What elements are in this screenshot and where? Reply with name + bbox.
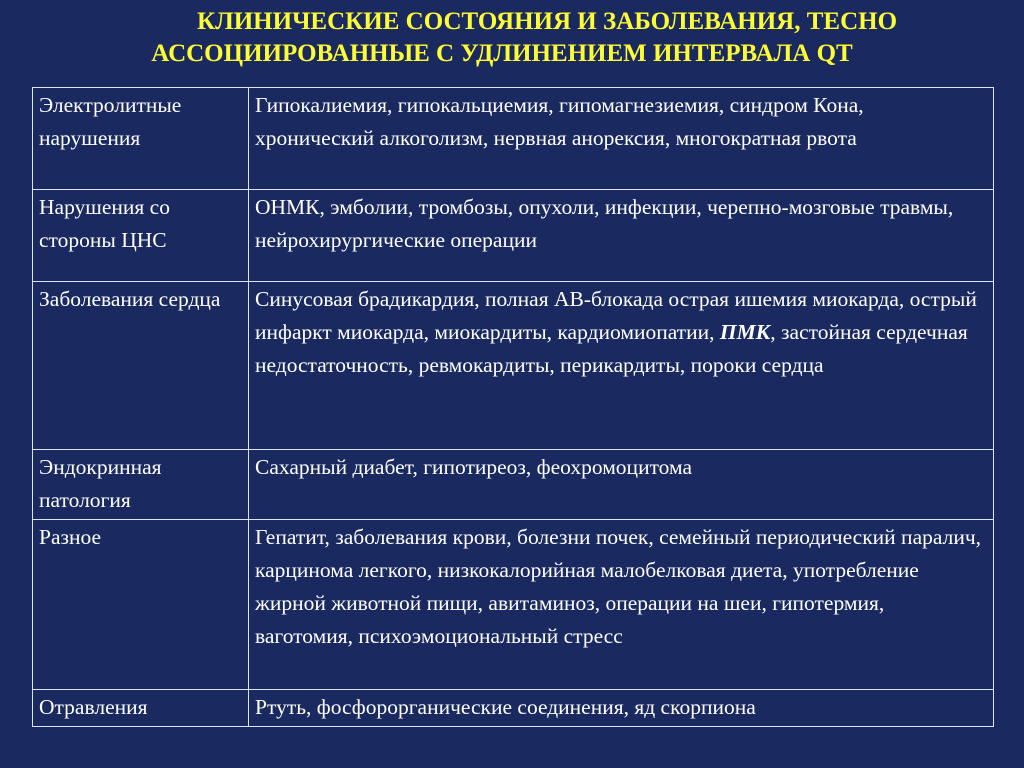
conditions-cell: Гипокалиемия, гипокальциемия, гипомагнезиемия, синдром Кона, хронический алкоголизм, нервная анорексия, многократная рвота [249,88,994,190]
slide-title [0,6,1024,70]
table-row [33,690,994,727]
table-row [33,282,994,450]
category-cell: Разное [33,520,249,690]
category-cell: Эндокринная патология [33,450,249,520]
table-row [33,88,994,190]
title-line-2: АССОЦИИРОВАННЫЕ С УДЛИНЕНИЕМ ИНТЕРВАЛА QT [151,40,853,67]
conditions-cell [249,282,994,450]
conditions-cell: Сахарный диабет, гипотиреоз, феохромоцитома [249,450,994,520]
title-line-1: КЛИНИЧЕСКИЕ СОСТОЯНИЯ И ЗАБОЛЕВАНИЯ, ТЕСНО [196,8,898,35]
conditions-text-part: , застойная сердечная недостаточность, ревмокардиты, перикардиты, пороки сердца [255,320,968,377]
category-cell: Заболевания сердца [33,282,249,450]
conditions-cell: Ртуть, фосфорорганические соединения, яд скорпиона [249,690,994,727]
conditions-emphasis: ПМК [719,320,771,344]
conditions-table [32,87,994,727]
table-row [33,450,994,520]
table-row [33,520,994,690]
category-cell: Отравления [33,690,249,727]
conditions-cell: Гепатит, заболевания крови, болезни почек, семейный периодический паралич, карцинома легкого, низкокалорийная малобелковая диета, употребление жирной животной пищи, авитаминоз, операции на шеи, гипотермия, ваготомия, психоэмоциональный стресс [249,520,994,690]
conditions-text-part: Синусовая брадикардия, полная АВ-блокада острая ишемия миокарда, острый инфаркт миокарда, миокардиты, кардиомиопатии, [255,287,977,344]
conditions-cell: ОНМК, эмболии, тромбозы, опухоли, инфекции, черепно-мозговые травмы, нейрохирургические операции [249,190,994,282]
table-row [33,190,994,282]
category-cell: Нарушения со стороны ЦНС [33,190,249,282]
category-cell: Электролитные нарушения [33,88,249,190]
